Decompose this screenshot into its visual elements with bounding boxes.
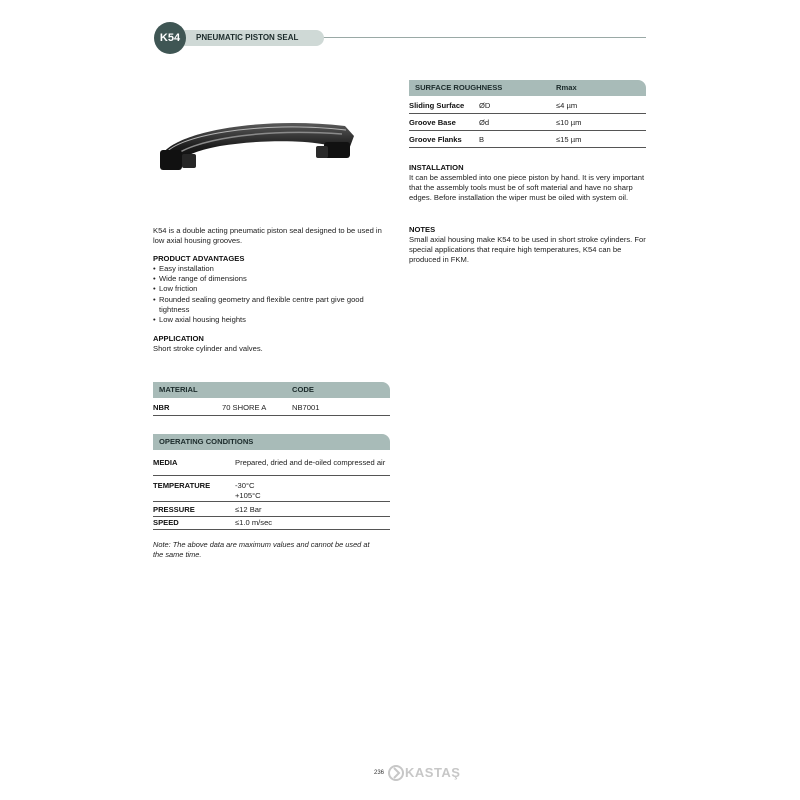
advantages-heading: PRODUCT ADVANTAGES bbox=[153, 254, 245, 263]
table-row bbox=[409, 114, 646, 131]
column-header-rmax: Rmax bbox=[556, 83, 577, 92]
table-row bbox=[153, 480, 390, 502]
condition-label: PRESSURE bbox=[153, 505, 195, 514]
material-name: NBR bbox=[153, 403, 170, 412]
surface-label: Groove Base bbox=[409, 118, 456, 127]
kastas-logo-icon bbox=[388, 765, 404, 781]
seal-product-image bbox=[150, 112, 360, 180]
condition-value: Prepared, dried and de-oiled compressed air bbox=[235, 458, 386, 467]
condition-value: ≤1.0 m/sec bbox=[235, 518, 273, 527]
list-item: • Easy installation bbox=[153, 264, 383, 274]
conditions-note: Note: The above data are maximum values and cannot be used at the same time. bbox=[153, 540, 370, 559]
surface-label: Sliding Surface bbox=[409, 101, 465, 110]
list-item: • Low friction bbox=[153, 284, 383, 294]
condition-value-secondary: +105°C bbox=[235, 491, 261, 500]
application-heading: APPLICATION bbox=[153, 334, 204, 343]
condition-value: ≤12 Bar bbox=[235, 505, 262, 514]
product-description: K54 is a double acting pneumatic piston seal designed to be used in low axial housing grooves. bbox=[153, 226, 382, 246]
table-row bbox=[153, 517, 390, 530]
surface-value: ≤4 µm bbox=[556, 101, 578, 110]
list-item: • Rounded sealing geometry and flexible centre part give good tightness bbox=[153, 295, 369, 315]
page-title: PNEUMATIC PISTON SEAL bbox=[172, 30, 324, 46]
installation-text: It can be assembled into one piece piston by hand. It is very important that the assembly tools must be of soft material and have no sharp edges. Before installation the wiper must be oiled with system oil. bbox=[409, 173, 645, 203]
table-row bbox=[153, 398, 390, 416]
material-table-header bbox=[153, 382, 390, 398]
advantages-list bbox=[153, 264, 383, 325]
brand-name: KASTAŞ bbox=[405, 765, 461, 780]
table-row bbox=[409, 131, 646, 148]
application-text: Short stroke cylinder and valves. bbox=[153, 344, 263, 353]
condition-value: -30°C bbox=[235, 481, 255, 490]
installation-heading: INSTALLATION bbox=[409, 163, 464, 172]
header-rule bbox=[300, 37, 646, 38]
column-header-surface-roughness: SURFACE ROUGHNESS bbox=[415, 83, 503, 92]
condition-label: SPEED bbox=[153, 518, 179, 527]
product-code-badge: K54 bbox=[154, 22, 186, 54]
notes-text: Small axial housing make K54 to be used in short stroke cylinders. For special applications that require high temperatures, K54 can be produced in FKM. bbox=[409, 235, 646, 265]
surface-symbol: Ød bbox=[479, 118, 490, 127]
column-header-material: MATERIAL bbox=[159, 385, 198, 394]
surface-value: ≤10 µm bbox=[556, 118, 582, 127]
operating-conditions-header: OPERATING CONDITIONS bbox=[153, 434, 390, 450]
list-item: • Wide range of dimensions bbox=[153, 274, 383, 284]
table-row bbox=[409, 97, 646, 114]
surface-symbol: ØD bbox=[479, 101, 491, 110]
surface-label: Groove Flanks bbox=[409, 135, 462, 144]
table-row bbox=[153, 456, 390, 476]
table-row bbox=[153, 504, 390, 517]
condition-label: TEMPERATURE bbox=[153, 481, 211, 490]
surface-value: ≤15 µm bbox=[556, 135, 582, 144]
condition-label: MEDIA bbox=[153, 458, 178, 467]
material-hardness: 70 SHORE A bbox=[222, 403, 267, 412]
list-item: • Low axial housing heights bbox=[153, 315, 383, 325]
surface-symbol: B bbox=[479, 135, 485, 144]
page-number: 236 bbox=[374, 770, 385, 776]
roughness-table-header bbox=[409, 80, 646, 96]
column-header-code: CODE bbox=[292, 385, 314, 394]
notes-heading: NOTES bbox=[409, 225, 436, 234]
brand-logo bbox=[388, 764, 464, 782]
material-code: NB7001 bbox=[292, 403, 320, 412]
